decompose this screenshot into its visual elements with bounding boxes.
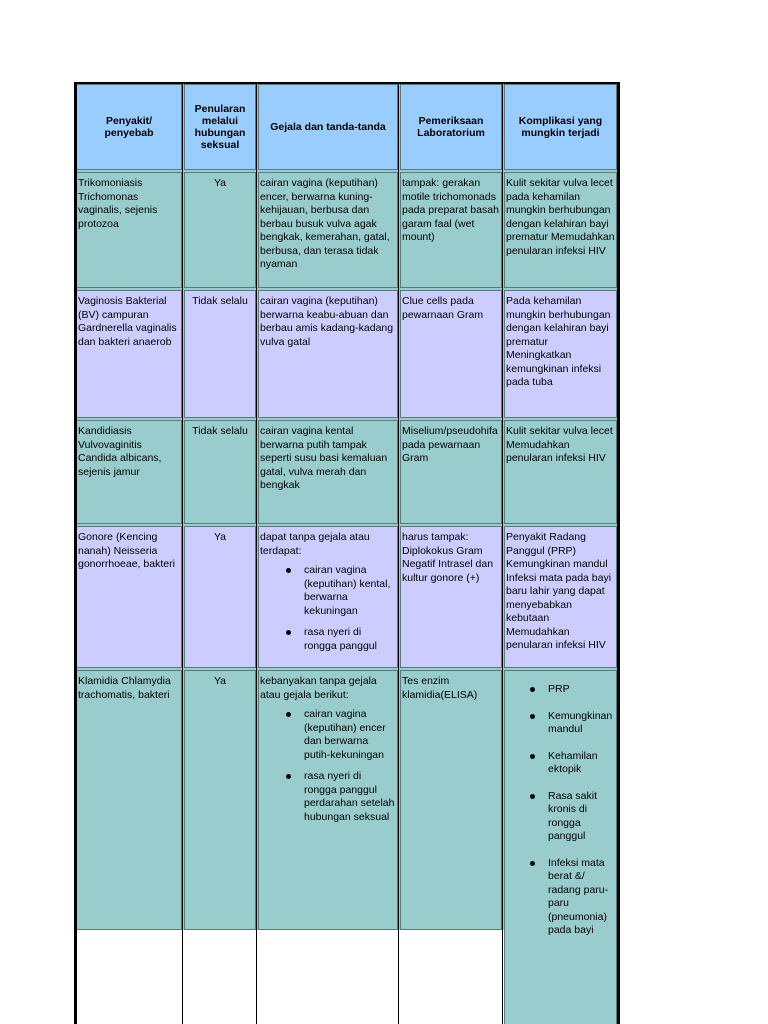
row5-symptoms	[258, 670, 398, 930]
row5-lab: Tes enzim klamidia(ELISA)	[400, 670, 502, 930]
row5-complications-list	[506, 683, 615, 938]
row1-lab: tampak: gerakan motile trichomonads pada preparat basah garam faal (wet mount)	[400, 172, 502, 288]
list-item: PRP	[548, 683, 615, 697]
list-item: Infeksi mata berat &/ radang paru-paru (pneumonia) pada bayi	[548, 857, 615, 938]
header-complications: Komplikasi yang mungkin terjadi	[504, 84, 617, 170]
column-divider	[256, 82, 257, 1024]
row1-transmission: Ya	[184, 172, 256, 288]
row2-complications: Pada kehamilan mungkin berhubungan dengan kelahiran bayi prematur Meningkatkan kemungkinan infeksi pada tuba	[504, 290, 617, 418]
row5-transmission: Ya	[184, 670, 256, 930]
row4-lab: harus tampak: Diplokokus Gram Negatif Intrasel dan kultur gonore (+)	[400, 526, 502, 668]
row4-complications: Penyakit Radang Panggul (PRP) Kemungkinan mandul Infeksi mata pada bayi baru lahir yang dapat menyebabkan kebutaan Memudahkan penularan infeksi HIV	[504, 526, 617, 668]
list-item: Rasa sakit kronis di rongga panggul	[548, 790, 615, 844]
list-item: Kemungkinan mandul	[548, 710, 615, 737]
row4-symptoms	[258, 526, 398, 668]
row3-complications: Kulit sekitar vulva lecet Memudahkan penularan infeksi HIV	[504, 420, 617, 524]
row2-disease: Vaginosis Bakterial (BV) campuran Gardnerella vaginalis dan bakteri anaerob	[76, 290, 182, 418]
row1-complications: Kulit sekitar vulva lecet pada kehamilan mungkin berhubungan dengan kelahiran bayi prematur Memudahkan penularan infeksi HIV	[504, 172, 617, 288]
table-top-border	[74, 82, 620, 84]
header-symptoms: Gejala dan tanda-tanda	[258, 84, 398, 170]
table-right-border	[617, 82, 620, 1024]
list-item: rasa nyeri di rongga panggul	[304, 626, 396, 653]
row2-lab: Clue cells pada pewarnaan Gram	[400, 290, 502, 418]
column-divider	[502, 82, 503, 1024]
row5-complications	[504, 670, 617, 1024]
row3-transmission: Tidak selalu	[184, 420, 256, 524]
column-divider	[182, 82, 183, 1024]
row3-disease: Kandidiasis Vulvovaginitis Candida albicans, sejenis jamur	[76, 420, 182, 524]
row5-disease: Klamidia Chlamydia trachomatis, bakteri	[76, 670, 182, 930]
row5-symptoms-intro: kebanyakan tanpa gejala atau gejala berikut:	[260, 675, 377, 701]
column-divider	[398, 82, 399, 1024]
row3-symptoms: cairan vagina kental berwarna putih tampak seperti susu basi kemaluan gatal, vulva merah dan bengkak	[258, 420, 398, 524]
row4-symptoms-list	[260, 564, 396, 653]
row4-symptoms-intro: dapat tanpa gejala atau terdapat:	[260, 531, 370, 557]
table-left-border	[74, 82, 77, 1024]
row2-symptoms: cairan vagina (keputihan) berwarna keabu-abuan dan berbau amis kadang-kadang vulva gatal	[258, 290, 398, 418]
sti-table	[74, 82, 620, 1024]
row3-lab: Miselium/pseudohifa pada pewarnaan Gram	[400, 420, 502, 524]
list-item: cairan vagina (keputihan) kental, berwarna kekuningan	[304, 564, 396, 618]
header-transmission: Penularan melalui hubungan seksual	[184, 84, 256, 170]
row1-symptoms: cairan vagina (keputihan) encer, berwarna kuning-kehijauan, berbusa dan berbau busuk vulva agak bengkak, kemerahan, gatal, berbusa, dan terasa tidak nyaman	[258, 172, 398, 288]
row5-symptoms-list	[260, 708, 396, 824]
row2-transmission: Tidak selalu	[184, 290, 256, 418]
header-lab: Pemeriksaan Laboratorium	[400, 84, 502, 170]
row1-disease: Trikomoniasis Trichomonas vaginalis, sejenis protozoa	[76, 172, 182, 288]
list-item: cairan vagina (keputihan) encer dan berwarna putih-kekuningan	[304, 708, 396, 762]
list-item: rasa nyeri di rongga panggul perdarahan setelah hubungan seksual	[304, 770, 395, 823]
header-disease: Penyakit/ penyebab	[76, 84, 182, 170]
row4-disease: Gonore (Kencing nanah) Neisseria gonorrhoeae, bakteri	[76, 526, 182, 668]
list-item: Kehamilan ektopik	[548, 750, 615, 777]
row4-transmission: Ya	[184, 526, 256, 668]
